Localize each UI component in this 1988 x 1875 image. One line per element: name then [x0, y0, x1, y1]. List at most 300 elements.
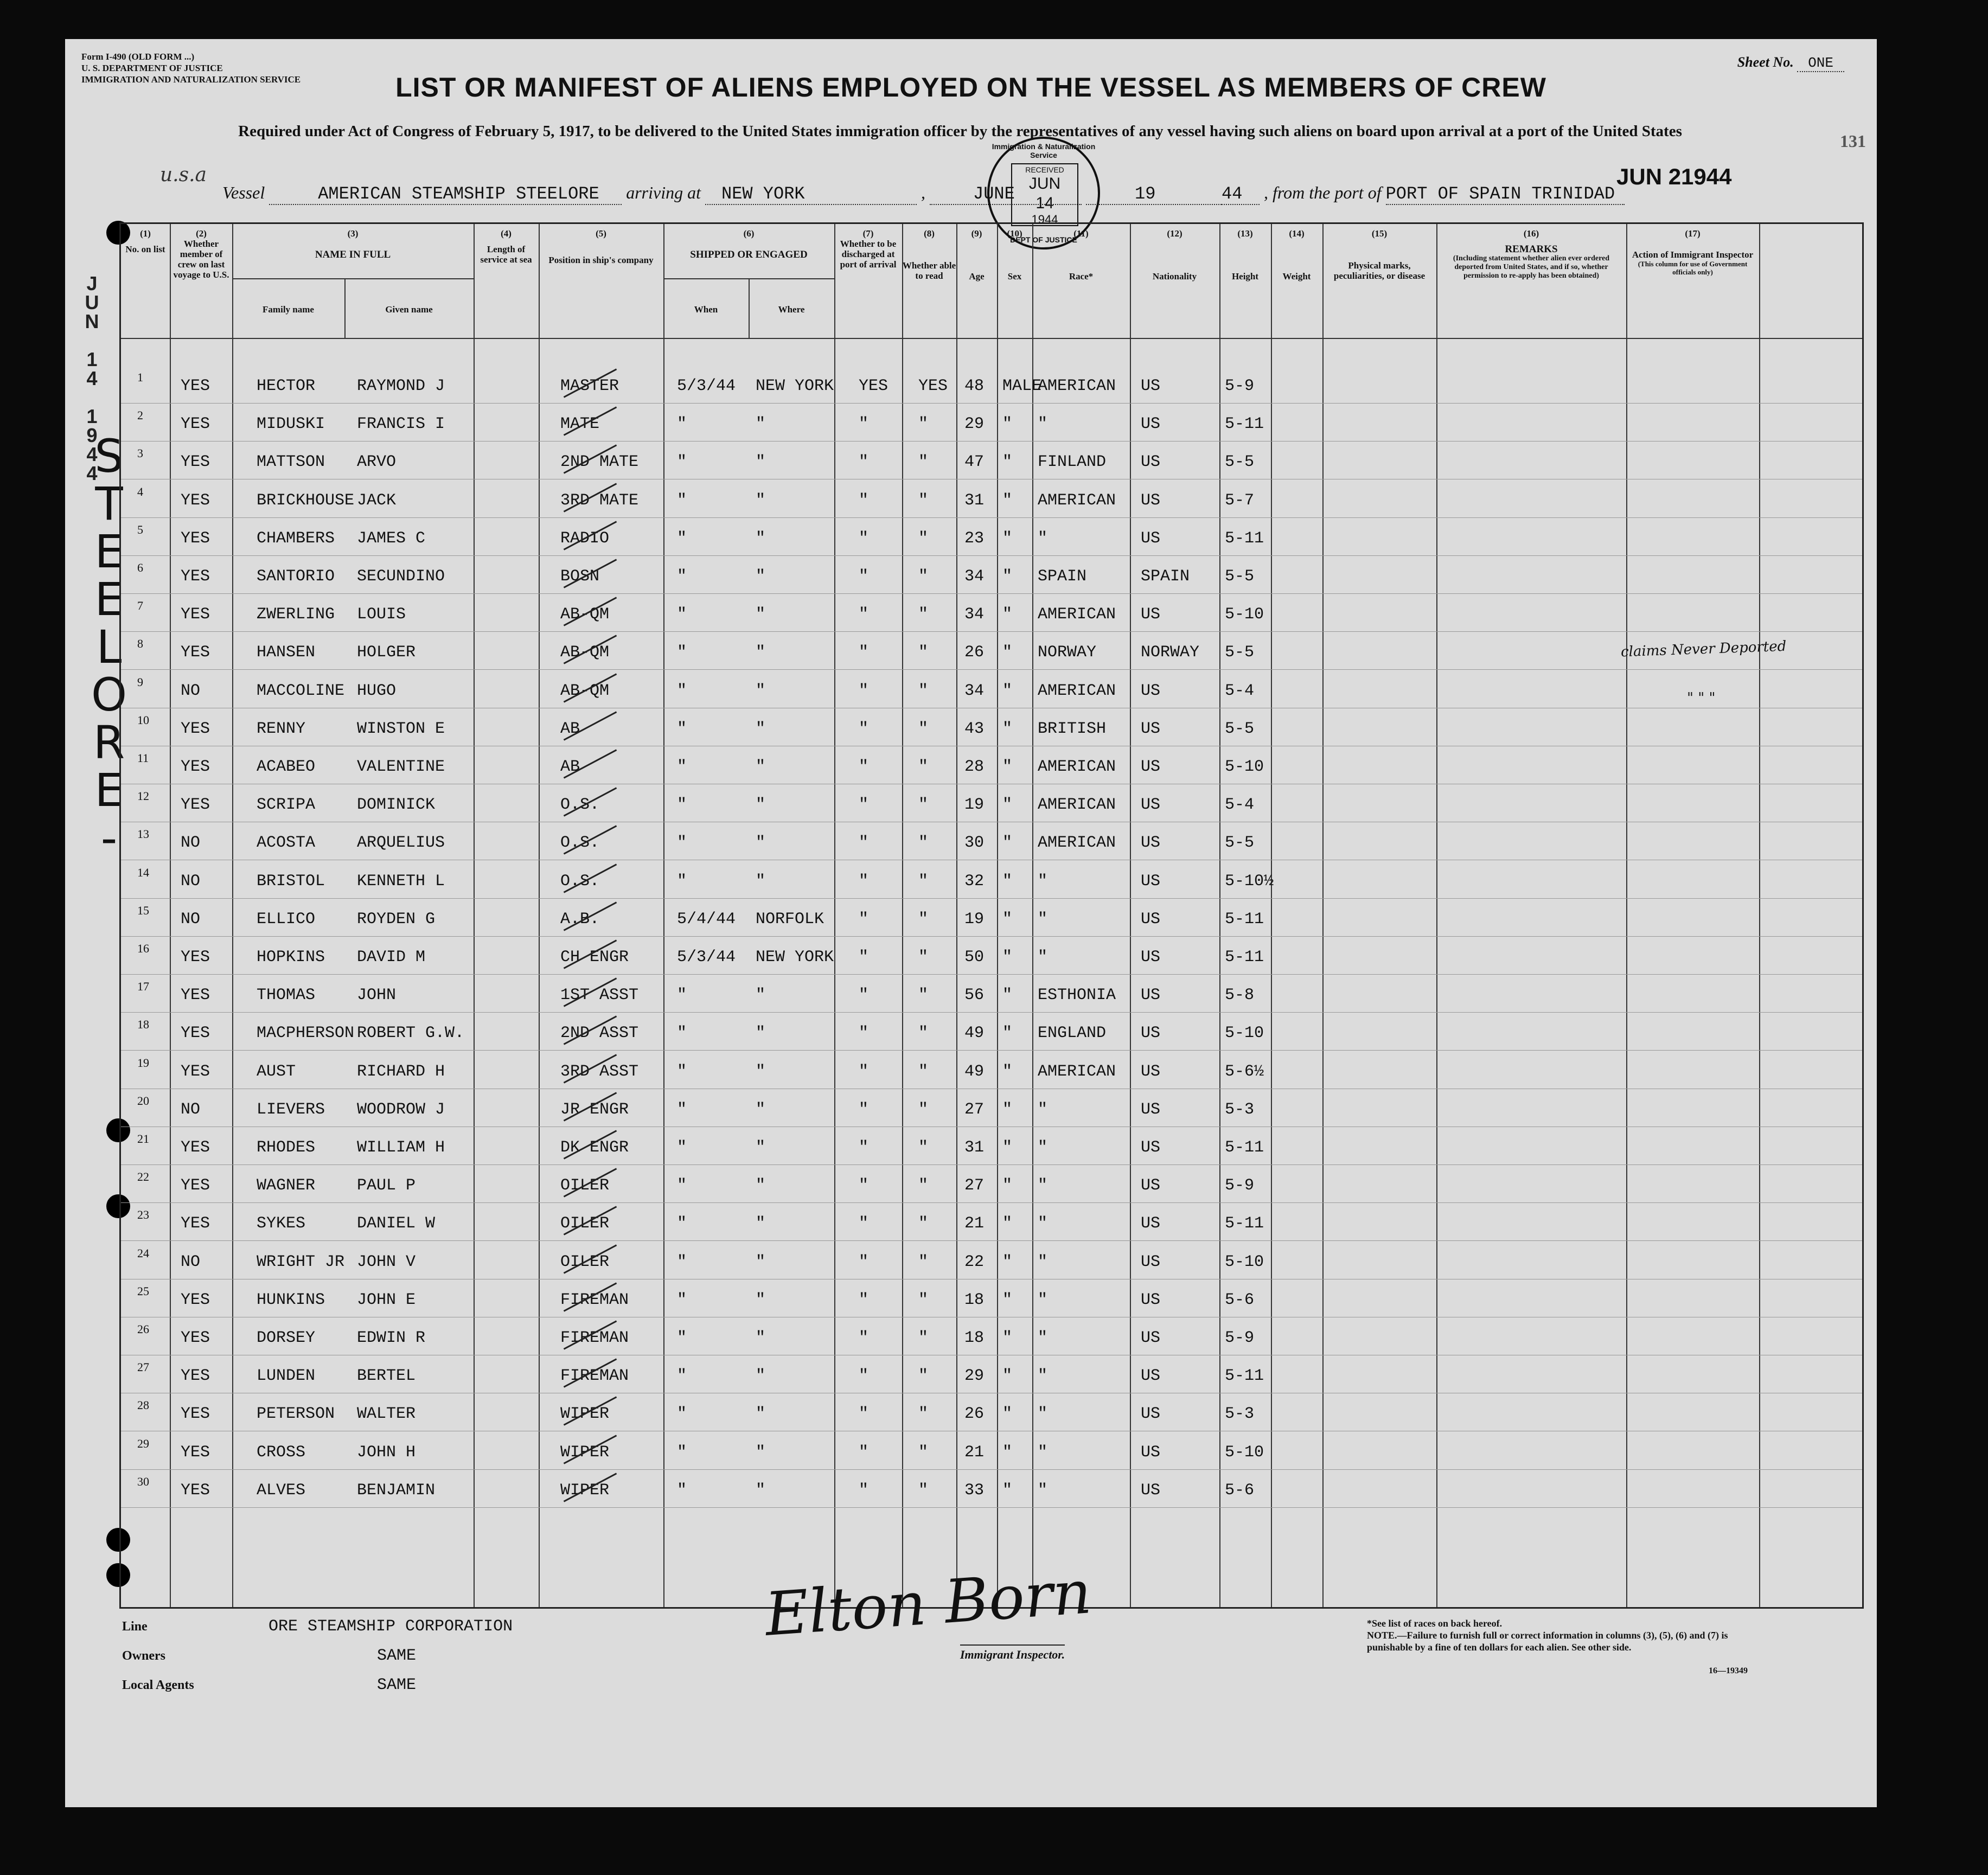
stamp-received: RECEIVED — [1025, 165, 1064, 174]
height: 5-8 — [1225, 986, 1255, 1005]
nationality: US — [1141, 491, 1161, 510]
height: 5-6 — [1225, 1290, 1255, 1309]
row-number: 28 — [137, 1398, 149, 1412]
nationality: US — [1141, 758, 1161, 776]
family-name: ALVES — [257, 1481, 306, 1500]
page-title: LIST OR MANIFEST OF ALIENS EMPLOYED ON THE VESSEL AS MEMBERS OF CREW — [395, 72, 1546, 103]
shipped-when: " — [677, 1252, 687, 1271]
position: CH ENGR — [560, 948, 629, 967]
row-divider — [121, 1012, 1862, 1013]
table-row — [121, 975, 1862, 1013]
shipped-when: " — [677, 1062, 687, 1081]
family-name: SYKES — [257, 1214, 306, 1233]
nationality: US — [1141, 415, 1161, 434]
sex: " — [1002, 1214, 1013, 1233]
height: 5-11 — [1225, 948, 1264, 967]
given-name: VALENTINE — [357, 758, 445, 776]
crew-last-voyage: YES — [181, 1329, 210, 1347]
given-name: JOHN — [357, 986, 397, 1005]
row-number: 15 — [137, 903, 149, 917]
page-number: 131 — [1840, 131, 1866, 151]
age: 28 — [964, 758, 985, 776]
crew-last-voyage: YES — [181, 1405, 210, 1424]
row-divider — [121, 403, 1862, 404]
sex: " — [1002, 567, 1013, 586]
table-row — [121, 709, 1862, 747]
position: WIPER — [560, 1443, 610, 1462]
row-number: 16 — [137, 942, 149, 955]
page-subtitle: Required under Act of Congress of February 5, 1917, to be delivered to the United States immigration officer by the representatives of any vessel having such aliens on board upon arrival at a port of the United States — [238, 123, 1682, 140]
discharged: " — [859, 910, 869, 929]
table-row — [121, 1052, 1862, 1090]
footer-info — [122, 1612, 513, 1700]
crew-last-voyage: YES — [181, 491, 210, 510]
stamp-date-box — [1011, 163, 1078, 226]
table-row — [121, 404, 1862, 442]
stamp-outer-text: Immigration & Naturalization Service — [992, 142, 1096, 159]
table-row — [121, 671, 1862, 709]
family-name: HOPKINS — [257, 948, 325, 967]
sex: " — [1002, 758, 1013, 776]
race: AMERICAN — [1038, 681, 1116, 700]
discharged: " — [859, 834, 869, 853]
table-row — [121, 632, 1862, 670]
side-date-stamp: JUN 14 1944 — [81, 272, 103, 481]
family-name: BRISTOL — [257, 872, 325, 891]
shipped-when: " — [677, 834, 687, 853]
col-nationality-header: (12) Nationality — [1152, 228, 1197, 281]
given-name: PAUL P — [357, 1176, 416, 1195]
agents-label: Local Agents — [122, 1678, 194, 1692]
crew-last-voyage: YES — [181, 1176, 210, 1195]
discharged: " — [859, 1290, 869, 1309]
height: 5-5 — [1225, 834, 1255, 853]
race: " — [1038, 910, 1048, 929]
family-name: ZWERLING — [257, 605, 335, 624]
position: WIPER — [560, 1481, 610, 1500]
discharged: " — [859, 681, 869, 700]
family-name: MACCOLINE — [257, 681, 345, 700]
position: OILER — [560, 1176, 610, 1195]
row-number: 9 — [137, 675, 143, 689]
discharged: " — [859, 1367, 869, 1386]
line-label: Line — [122, 1620, 148, 1634]
given-name: ROYDEN G — [357, 910, 436, 929]
position: OILER — [560, 1214, 610, 1233]
given-name: SECUNDINO — [357, 567, 445, 586]
race: " — [1038, 1367, 1048, 1386]
race: " — [1038, 872, 1048, 891]
height: 5-4 — [1225, 681, 1255, 700]
nationality: US — [1141, 377, 1161, 395]
col-physical-header: (15) Physical marks, peculiarities, or disease — [1333, 228, 1426, 281]
table-row — [121, 594, 1862, 632]
nationality: US — [1141, 1024, 1161, 1043]
crew-last-voyage: YES — [181, 758, 210, 776]
row-number: 20 — [137, 1093, 149, 1108]
position: MASTER — [560, 377, 619, 395]
discharged: " — [859, 948, 869, 967]
discharged: " — [859, 1443, 869, 1462]
col-sex-header: (10) Sex — [1007, 228, 1022, 281]
crew-last-voyage: YES — [181, 415, 210, 434]
shipped-where: " — [756, 567, 766, 586]
shipped-when: " — [677, 1405, 687, 1424]
family-name: CROSS — [257, 1443, 306, 1462]
owners-value: SAME — [377, 1647, 417, 1665]
crew-last-voyage: NO — [181, 1252, 201, 1271]
height: 5-4 — [1225, 796, 1255, 815]
height: 5-11 — [1225, 529, 1264, 548]
arrival-month: JUNE — [930, 184, 1082, 205]
race: FINLAND — [1038, 453, 1107, 472]
given-name: RICHARD H — [357, 1062, 445, 1081]
shipped-when: 5/3/44 — [677, 377, 736, 395]
vessel-name: AMERICAN STEAMSHIP STEELORE — [269, 184, 622, 205]
height: 5-10 — [1225, 605, 1264, 624]
sex: MALE — [1002, 377, 1042, 395]
row-divider — [121, 631, 1862, 632]
shipped-when: " — [677, 643, 687, 662]
shipped-when: " — [677, 1481, 687, 1500]
family-name: MACPHERSON — [257, 1024, 355, 1043]
age: 47 — [964, 453, 985, 472]
manifest-sheet — [65, 39, 1877, 1807]
race: " — [1038, 529, 1048, 548]
race: " — [1038, 948, 1048, 967]
able-to-read: " — [918, 415, 929, 434]
sex: " — [1002, 1443, 1013, 1462]
position: AB-QM — [560, 605, 610, 624]
col-shipped-header: (6) SHIPPED OR ENGAGED — [690, 228, 808, 260]
position: AB — [560, 758, 580, 776]
line-row — [122, 1612, 513, 1641]
age: 48 — [964, 377, 985, 395]
shipped-where: " — [756, 1176, 766, 1195]
given-name: WALTER — [357, 1405, 416, 1424]
usa-handwritten-mark: u.s.a — [160, 164, 207, 186]
table-row — [121, 899, 1862, 937]
discharged: " — [859, 758, 869, 776]
position: FIREMAN — [560, 1329, 629, 1347]
able-to-read: " — [918, 1367, 929, 1386]
shipped-when: " — [677, 1138, 687, 1157]
family-name: HECTOR — [257, 377, 316, 395]
discharged: YES — [859, 377, 888, 395]
family-name: LUNDEN — [257, 1367, 316, 1386]
shipped-where: " — [756, 681, 766, 700]
race: AMERICAN — [1038, 605, 1116, 624]
col-race-header: (11) Race* — [1069, 228, 1094, 281]
stamp-month: JUN — [1028, 175, 1061, 193]
shipped-where: " — [756, 986, 766, 1005]
row-number: 14 — [137, 865, 149, 879]
crew-last-voyage: YES — [181, 948, 210, 967]
given-name: BERTEL — [357, 1367, 416, 1386]
row-number: 22 — [137, 1170, 149, 1184]
crew-last-voyage: NO — [181, 1100, 201, 1119]
age: 29 — [964, 1367, 985, 1386]
row-number: 1 — [137, 370, 143, 384]
table-row — [121, 1432, 1862, 1470]
shipped-where: " — [756, 529, 766, 548]
discharged: " — [859, 1405, 869, 1424]
age: 50 — [964, 948, 985, 967]
given-name: RAYMOND J — [357, 377, 445, 395]
stamp-year: 1944 — [1031, 213, 1058, 226]
table-row — [121, 1128, 1862, 1166]
family-name: CHAMBERS — [257, 529, 335, 548]
age: 18 — [964, 1290, 985, 1309]
height: 5-9 — [1225, 1329, 1255, 1347]
race: NORWAY — [1038, 643, 1097, 662]
discharged: " — [859, 643, 869, 662]
age: 27 — [964, 1176, 985, 1195]
discharged: " — [859, 1252, 869, 1271]
table-row — [121, 1242, 1862, 1280]
able-to-read: " — [918, 1062, 929, 1081]
height: 5-5 — [1225, 453, 1255, 472]
crew-last-voyage: YES — [181, 377, 210, 395]
position: 3RD MATE — [560, 491, 639, 510]
shipped-where: " — [756, 1252, 766, 1271]
sex: " — [1002, 1062, 1013, 1081]
age: 21 — [964, 1443, 985, 1462]
shipped-when: " — [677, 567, 687, 586]
age: 26 — [964, 643, 985, 662]
sex: " — [1002, 529, 1013, 548]
crew-last-voyage: YES — [181, 605, 210, 624]
nationality: US — [1141, 834, 1161, 853]
family-name: THOMAS — [257, 986, 316, 1005]
shipped-when: " — [677, 415, 687, 434]
nationality: US — [1141, 605, 1161, 624]
shipped-when: 5/3/44 — [677, 948, 736, 967]
nationality: NORWAY — [1141, 643, 1200, 662]
able-to-read: " — [918, 986, 929, 1005]
shipped-when: " — [677, 491, 687, 510]
shipped-when: " — [677, 1290, 687, 1309]
table-row — [121, 442, 1862, 480]
nationality: US — [1141, 910, 1161, 929]
family-name: LIEVERS — [257, 1100, 325, 1119]
department-line: U. S. DEPARTMENT OF JUSTICE — [81, 63, 223, 73]
family-name: RHODES — [257, 1138, 316, 1157]
table-row — [121, 556, 1862, 594]
given-name: JAMES C — [357, 529, 426, 548]
age: 19 — [964, 796, 985, 815]
vessel-label: Vessel — [222, 183, 265, 202]
height: 5-10 — [1225, 1443, 1264, 1462]
height: 5-6½ — [1225, 1062, 1264, 1081]
able-to-read: " — [918, 719, 929, 738]
service-line: IMMIGRATION AND NATURALIZATION SERVICE — [81, 74, 301, 85]
race: " — [1038, 1138, 1048, 1157]
row-divider — [121, 936, 1862, 937]
shipped-where: " — [756, 834, 766, 853]
family-name: WAGNER — [257, 1176, 316, 1195]
table-row — [121, 1204, 1862, 1242]
shipped-when: " — [677, 1024, 687, 1043]
sex: " — [1002, 910, 1013, 929]
shipped-when: 5/4/44 — [677, 910, 736, 929]
position: 1ST ASST — [560, 986, 639, 1005]
crew-last-voyage: NO — [181, 910, 201, 929]
agents-value: SAME — [377, 1676, 417, 1694]
position: O.S. — [560, 872, 600, 891]
age: 32 — [964, 872, 985, 891]
height: 5-9 — [1225, 377, 1255, 395]
position: O.S. — [560, 796, 600, 815]
crew-last-voyage: YES — [181, 1138, 210, 1157]
shipped-where: " — [756, 719, 766, 738]
sex: " — [1002, 681, 1013, 700]
given-name: DOMINICK — [357, 796, 436, 815]
discharged: " — [859, 415, 869, 434]
family-name: MATTSON — [257, 453, 325, 472]
age: 43 — [964, 719, 985, 738]
row-number: 19 — [137, 1055, 149, 1070]
sex: " — [1002, 1024, 1013, 1043]
race: BRITISH — [1038, 719, 1107, 738]
crew-last-voyage: YES — [181, 1214, 210, 1233]
sheet-number — [1737, 54, 1844, 71]
given-name: WINSTON E — [357, 719, 445, 738]
family-name: MIDUSKI — [257, 415, 325, 434]
row-number: 21 — [137, 1132, 149, 1146]
shipped-when: " — [677, 796, 687, 815]
height: 5-7 — [1225, 491, 1255, 510]
col-action-header: (17) Action of Immigrant Inspector (This column for use of Government officials only) — [1632, 228, 1754, 276]
discharged: " — [859, 1176, 869, 1195]
nationality: US — [1141, 681, 1161, 700]
col-no-header: (1) No. on list — [125, 228, 165, 254]
table-row — [121, 1166, 1862, 1204]
shipped-where: " — [756, 1290, 766, 1309]
shipped-where: " — [756, 1100, 766, 1119]
crew-last-voyage: YES — [181, 1062, 210, 1081]
nationality: US — [1141, 796, 1161, 815]
col-where-header: Where — [778, 304, 805, 315]
sex: " — [1002, 872, 1013, 891]
shipped-where: " — [756, 1062, 766, 1081]
height: 5-11 — [1225, 910, 1264, 929]
race: AMERICAN — [1038, 491, 1116, 510]
table-row — [121, 861, 1862, 899]
shipped-where: " — [756, 1481, 766, 1500]
race: " — [1038, 1176, 1048, 1195]
sex: " — [1002, 1138, 1013, 1157]
nationality: US — [1141, 1100, 1161, 1119]
shipped-where: " — [756, 605, 766, 624]
given-name: LOUIS — [357, 605, 406, 624]
able-to-read: " — [918, 1024, 929, 1043]
family-name: PETERSON — [257, 1405, 335, 1424]
row-divider — [121, 898, 1862, 899]
row-divider — [121, 1050, 1862, 1051]
col-when-header: When — [694, 304, 718, 315]
given-name: HOLGER — [357, 643, 416, 662]
shipped-where: " — [756, 758, 766, 776]
crew-last-voyage: NO — [181, 872, 201, 891]
race: AMERICAN — [1038, 796, 1116, 815]
discharged: " — [859, 453, 869, 472]
able-to-read: " — [918, 1405, 929, 1424]
shipped-where: NEW YORK — [756, 377, 834, 395]
height: 5-5 — [1225, 643, 1255, 662]
sex: " — [1002, 986, 1013, 1005]
shipped-when: " — [677, 1443, 687, 1462]
shipped-where: " — [756, 415, 766, 434]
race: " — [1038, 1290, 1048, 1309]
discharged: " — [859, 491, 869, 510]
sex: " — [1002, 453, 1013, 472]
shipped-when: " — [677, 1329, 687, 1347]
family-name: BRICKHOUSE — [257, 491, 355, 510]
table-row — [121, 1394, 1862, 1432]
stamp-day: 14 — [1035, 194, 1054, 212]
row-number: 13 — [137, 827, 149, 841]
able-to-read: " — [918, 796, 929, 815]
height: 5-10 — [1225, 758, 1264, 776]
crew-last-voyage: NO — [181, 834, 201, 853]
col-read-header: (8) Whether able to read — [902, 228, 956, 281]
given-name: ARQUELIUS — [357, 834, 445, 853]
able-to-read: " — [918, 948, 929, 967]
position: BOSN — [560, 567, 600, 586]
row-number: 5 — [137, 522, 143, 536]
height: 5-11 — [1225, 1214, 1264, 1233]
row-divider — [121, 1507, 1862, 1508]
table-row — [121, 937, 1862, 975]
discharged: " — [859, 1100, 869, 1119]
col-name-header: (3) NAME IN FULL — [315, 228, 391, 260]
able-to-read: " — [918, 910, 929, 929]
sex: " — [1002, 796, 1013, 815]
arrival-port: NEW YORK — [705, 184, 917, 205]
given-name: JOHN E — [357, 1290, 416, 1309]
position: JR ENGR — [560, 1100, 629, 1119]
shipped-when: " — [677, 1367, 687, 1386]
position: FIREMAN — [560, 1367, 629, 1386]
col-remarks-header: (16) REMARKS (Including statement whether alien ever ordered deported from United States, and if so, whether permission to re-apply has been obtained) — [1453, 228, 1610, 280]
age: 22 — [964, 1252, 985, 1271]
age: 56 — [964, 986, 985, 1005]
row-number: 18 — [137, 1018, 149, 1032]
crew-last-voyage: YES — [181, 986, 210, 1005]
shipped-where: " — [756, 491, 766, 510]
nationality: US — [1141, 719, 1161, 738]
discharged: " — [859, 986, 869, 1005]
position: DK ENGR — [560, 1138, 629, 1157]
race: SPAIN — [1038, 567, 1087, 586]
able-to-read: " — [918, 491, 929, 510]
sex: " — [1002, 1100, 1013, 1119]
given-name: DAVID M — [357, 948, 426, 967]
row-number: 27 — [137, 1360, 149, 1374]
age: 27 — [964, 1100, 985, 1119]
sex: " — [1002, 643, 1013, 662]
able-to-read: " — [918, 567, 929, 586]
position: AB — [560, 719, 580, 738]
able-to-read: " — [918, 1176, 929, 1195]
shipped-when: " — [677, 1176, 687, 1195]
row-divider — [121, 593, 1862, 594]
crew-last-voyage: YES — [181, 1024, 210, 1043]
from-port-label: , from the port of — [1263, 183, 1382, 202]
family-name: HUNKINS — [257, 1290, 325, 1309]
height: 5-9 — [1225, 1176, 1255, 1195]
